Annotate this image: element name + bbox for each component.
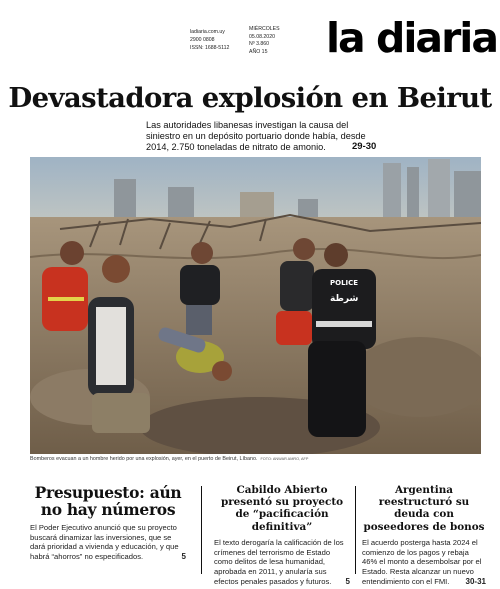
- masthead-contact: [190, 28, 229, 53]
- vest-label-arabic: شرطة: [330, 294, 359, 304]
- photo-caption-row: [30, 456, 481, 463]
- year-text: AÑO 15: [249, 48, 268, 55]
- story-argentina: [362, 484, 486, 586]
- story-cabildo: [214, 484, 350, 586]
- story-cabildo-text: El texto derogaría la calificación de los crímenes del terrorismo de Estado como delitos de lesa humanidad, aprobada en 2011, y anularía sus efectos penales pasados y futuros.: [214, 537, 344, 586]
- story-cabildo-title: Cabildo Abierto presentó su proyecto de “pacificación definitiva”: [220, 484, 344, 533]
- photo-credit: FOTO: ANWAR AMRO, AFP: [260, 457, 309, 461]
- story-budget: [30, 484, 186, 562]
- story-budget-title: Presupuesto: aún no hay números: [34, 483, 182, 519]
- story-cabildo-page: 5: [345, 576, 350, 586]
- photo-caption: Bomberos evacuan a un hombre herido por una explosión, ayer, en el puerto de Beirut, Líbano.: [30, 456, 258, 462]
- main-lead-pages: 29-30: [352, 141, 377, 152]
- issn-text: ISSN: 1688-5112: [190, 45, 230, 52]
- story-budget-body: [30, 523, 186, 562]
- photo-police-officer: [308, 243, 376, 437]
- newspaper-logo: la diaria: [326, 14, 498, 62]
- column-divider-2: [355, 486, 356, 574]
- masthead: [0, 0, 500, 82]
- column-divider-1: [201, 486, 202, 574]
- masthead-issue-info: [249, 26, 280, 56]
- story-budget-text: El Poder Ejecutivo anunció que su proyecto buscará dinamizar las inversiones, que se dará prioridad a vivienda y educación, y que habrá “ahorros” no especificados.: [30, 523, 179, 562]
- story-argentina-text: El acuerdo posterga hasta 2024 el comienzo de los pagos y rebaja 46% el monto a desembolsar por el Estado. Resta alcanzar un nuevo entendimiento con el FMI.: [362, 537, 482, 586]
- main-photo: [30, 157, 481, 454]
- phone-text: 2900 0808: [190, 37, 215, 44]
- weekday-text: MIÉRCOLES: [249, 26, 280, 32]
- issue-number-text: Nº 3.860: [249, 41, 270, 48]
- main-headline: Devastadora explosión en Beirut: [8, 82, 492, 114]
- website-text: ladiaria.com.uy: [190, 29, 225, 35]
- story-argentina-page: 30-31: [465, 576, 486, 586]
- date-text: 05.08.2020: [249, 33, 275, 40]
- story-argentina-title: Argentina reestructuró su deuda con poseedores de bonos: [363, 484, 485, 533]
- story-argentina-body: [362, 538, 486, 587]
- story-budget-page: 5: [181, 552, 186, 562]
- story-cabildo-body: [214, 538, 350, 587]
- main-lead: Las autoridades libanesas investigan la causa del siniestro en un depósito portuario donde había, desde 2014, 2.750 toneladas de nitrato de amonio.: [146, 120, 366, 152]
- vest-label-police: POLICE: [330, 279, 359, 287]
